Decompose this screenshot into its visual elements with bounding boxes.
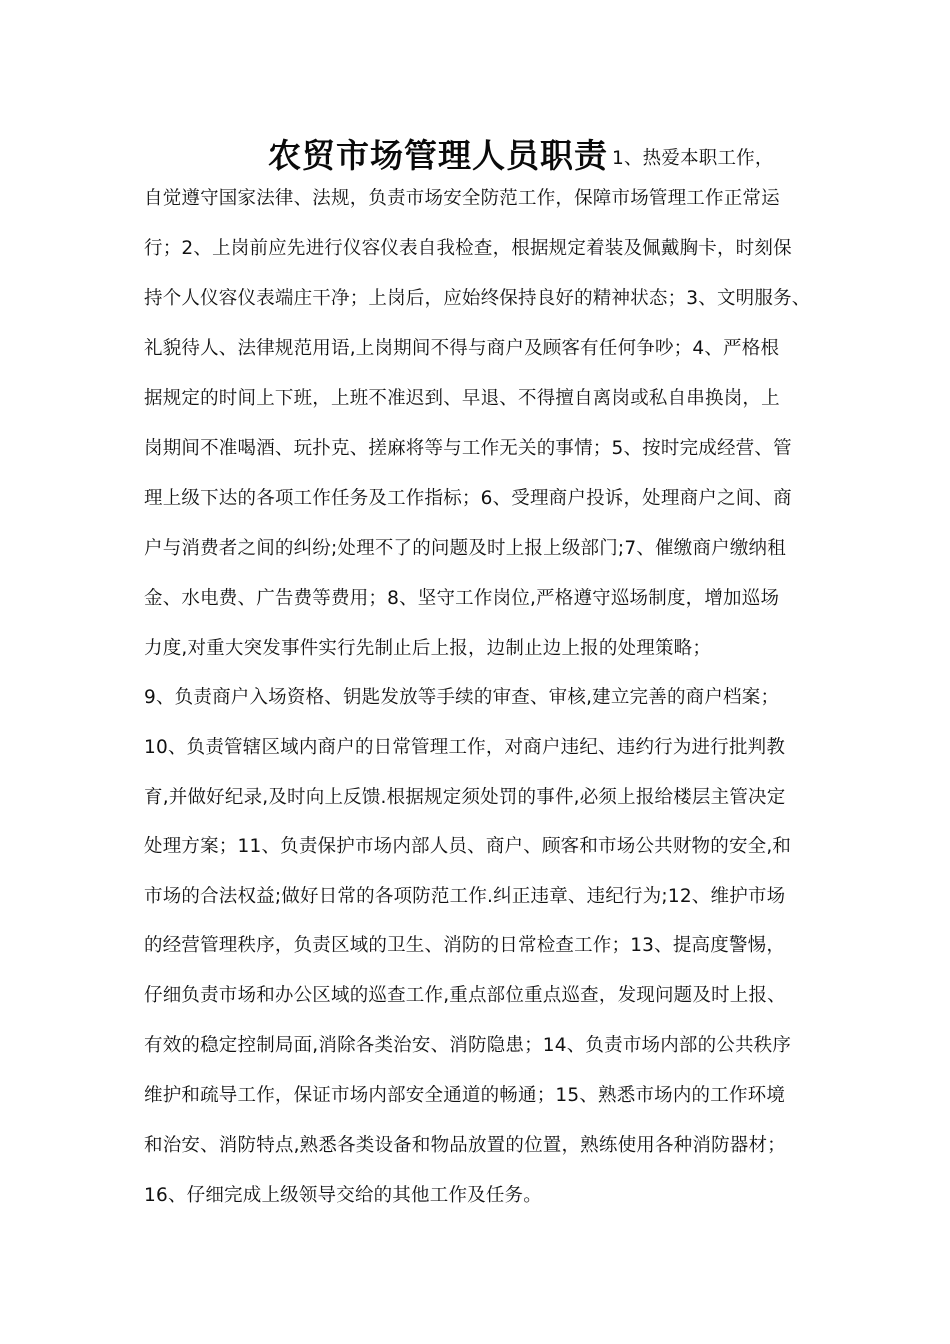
text-line: 仔细负责市场和办公区域的巡查工作,重点部位重点巡查，发现问题及时上报、: [144, 985, 786, 1006]
title-line: [268, 132, 774, 176]
title-line-text: 1、热爱本职工作，: [612, 148, 774, 169]
text-line: 岗期间不准喝酒、玩扑克、搓麻将等与工作无关的事情；5、按时完成经营、管: [144, 438, 792, 459]
text-line: 市场的合法权益;做好日常的各项防范工作.纠正违章、违纪行为;12、维护市场: [144, 886, 786, 907]
text-line: 力度,对重大突发事件实行先制止后上报，边制止边上报的处理策略；: [144, 638, 712, 659]
text-line: 9、负责商户入场资格、钥匙发放等手续的审查、审核,建立完善的商户档案；: [144, 687, 780, 708]
text-line: 理上级下达的各项工作任务及工作指标；6、受理商户投诉，处理商户之间、商: [144, 488, 792, 509]
text-line: 和治安、消防特点,熟悉各类设备和物品放置的位置，熟练使用各种消防器材；: [144, 1135, 786, 1156]
text-line: 有效的稳定控制局面,消除各类治安、消防隐患；14、负责市场内部的公共秩序: [144, 1035, 792, 1056]
text-line: 10、负责管辖区域内商户的日常管理工作，对商户违纪、违约行为进行批判教: [144, 737, 786, 758]
text-line: 的经营管理秩序，负责区域的卫生、消防的日常检查工作；13、提高度警惕，: [144, 935, 786, 956]
text-line: 16、仔细完成上级领导交给的其他工作及任务。: [144, 1185, 542, 1206]
text-line: 据规定的时间上下班，上班不准迟到、早退、不得擅自离岗或私自串换岗，上: [144, 388, 780, 409]
text-line: 户与消费者之间的纠纷;处理不了的问题及时上报上级部门;7、催缴商户缴纳租: [144, 538, 786, 559]
text-line: 处理方案；11、负责保护市场内部人员、商户、顾客和市场公共财物的安全,和: [144, 836, 792, 857]
text-line: 持个人仪容仪表端庄干净；上岗后，应始终保持良好的精神状态；3、文明服务、: [144, 288, 811, 309]
text-line: 自觉遵守国家法律、法规，负责市场安全防范工作，保障市场管理工作正常运: [144, 188, 780, 209]
text-line: 礼貌待人、法律规范用语,上岗期间不得与商户及顾客有任何争吵；4、严格根: [144, 338, 780, 359]
text-line: 育,并做好纪录,及时向上反馈.根据规定须处罚的事件,必须上报给楼层主管决定: [144, 787, 786, 808]
text-line: 维护和疏导工作，保证市场内部安全通道的畅通；15、熟悉市场内的工作环境: [144, 1085, 786, 1106]
text-line: 金、水电费、广告费等费用；8、坚守工作岗位,严格遵守巡场制度，增加巡场: [144, 588, 780, 609]
document-title: 农贸市场管理人员职责: [268, 136, 608, 175]
text-line: 行；2、上岗前应先进行仪容仪表自我检查，根据规定着装及佩戴胸卡，时刻保: [144, 238, 792, 259]
